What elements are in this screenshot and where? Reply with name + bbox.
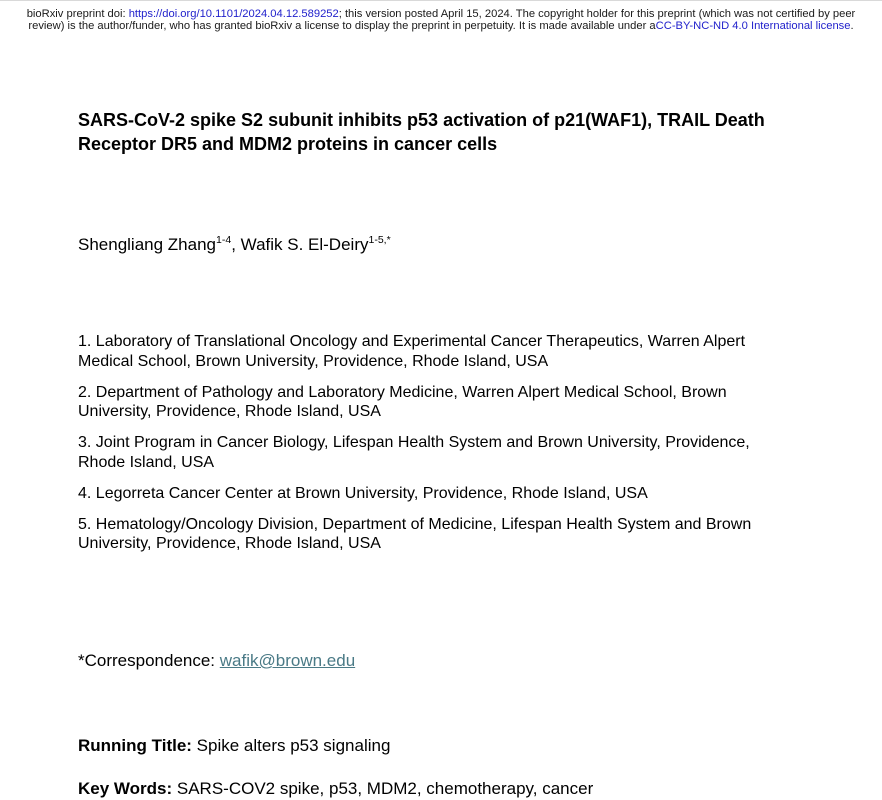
affiliation-item: 1. Laboratory of Translational Oncology and Experimental Cancer Therapeutics, Warren Alpert Medical School, Brown University, Providence, Rhode Island, USA [78,333,746,370]
affiliation-item: 2. Department of Pathology and Laboratory Medicine, Warren Alpert Medical School, Brown University, Providence, Rhode Island, USA [78,383,727,420]
correspondence-email-link[interactable]: wafik@brown.edu [219,651,356,670]
paper-title: SARS-CoV-2 spike S2 subunit inhibits p53 activation of p21(WAF1), TRAIL Death Receptor DR5 and MDM2 proteins in cancer cells [78,110,765,154]
notice-prefix: bioRxiv preprint doi: [26,8,129,20]
notice-end: . [850,20,854,32]
author-separator: , [231,235,241,254]
doi-link[interactable]: https://doi.org/10.1101/2024.04.12.589252 [128,8,339,20]
key-words-label: Key Words: [78,779,173,798]
correspondence [78,650,778,672]
running-title [78,735,778,757]
license-link[interactable]: CC-BY-NC-ND 4.0 International license [655,20,851,32]
author-affiliation-marker: 1-4 [216,234,232,246]
key-words-value: SARS-COV2 spike, p53, MDM2, chemotherapy, cancer [172,779,594,798]
running-title-value: Spike alters p53 signaling [191,736,391,755]
author-name: Wafik S. El-Deiry [240,235,369,254]
correspondence-label: *Correspondence: [78,651,220,670]
affiliation-item: 4. Legorreta Cancer Center at Brown University, Providence, Rhode Island, USA [78,484,648,502]
page-top-border [0,0,882,1]
affiliation-item: 3. Joint Program in Cancer Biology, Lifespan Health System and Brown University, Providence, Rhode Island, USA [78,434,750,471]
running-title-label: Running Title: [78,736,192,755]
author-name: Shengliang Zhang [78,235,217,254]
affiliation-list [78,332,798,565]
author-affiliation-marker: 1-5,* [368,234,391,246]
author-list [78,234,818,256]
preprint-notice [20,8,862,32]
affiliation-item: 5. Hematology/Oncology Division, Department of Medicine, Lifespan Health System and Brown University, Providence, Rhode Island, USA [78,515,752,552]
notice-body: ; this version posted April 15, 2024. The copyright holder for this preprint (which was not certified by peer review) is the author/funder, who has granted bioRxiv a license to display the preprint in perpetuity. It is made available under a [28,8,856,32]
